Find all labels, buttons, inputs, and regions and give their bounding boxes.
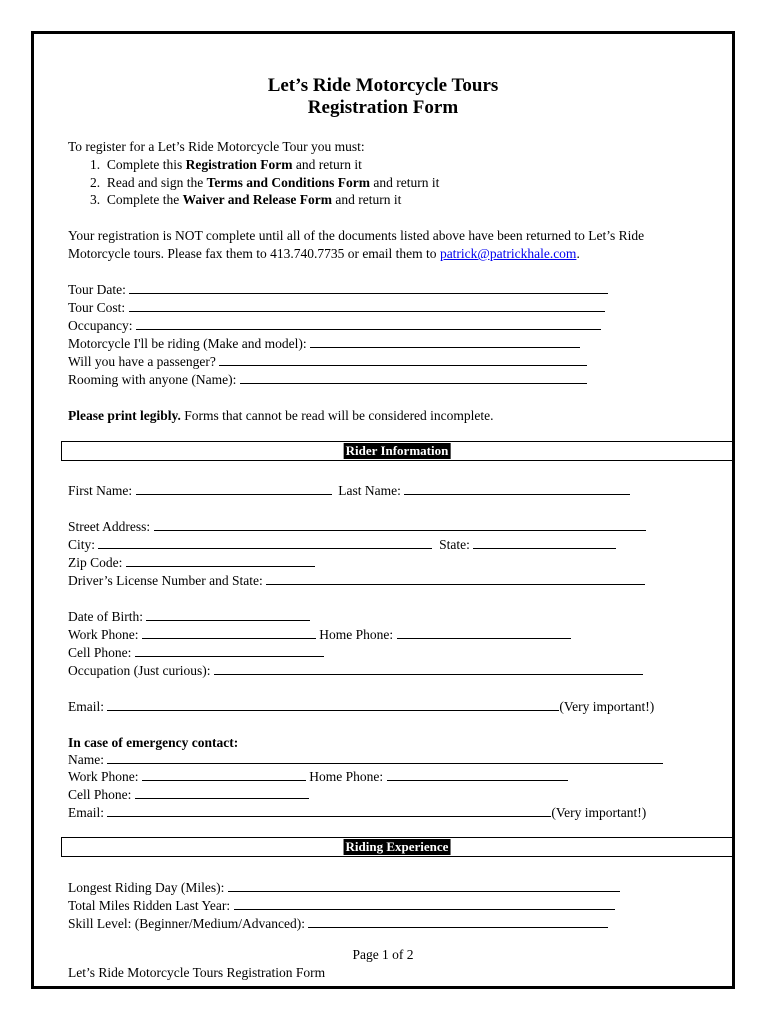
total-miles-line[interactable] <box>234 897 615 910</box>
city-state-field[interactable]: City: State: <box>68 536 616 554</box>
zip-line[interactable] <box>126 554 315 567</box>
license-line[interactable] <box>266 572 645 585</box>
skill-level-field[interactable]: Skill Level: (Beginner/Medium/Advanced): <box>68 915 608 933</box>
city-line[interactable] <box>98 536 432 549</box>
rider-information-header <box>61 441 733 461</box>
email-link[interactable]: patrick@patrickhale.com <box>439 246 577 261</box>
emergency-home-phone-line[interactable] <box>387 768 568 781</box>
form-page <box>31 31 735 989</box>
phones-field[interactable]: Work Phone: Home Phone: <box>68 626 571 644</box>
dob-line[interactable] <box>146 608 310 621</box>
footer-title: Let’s Ride Motorcycle Tours Registration Form <box>68 965 326 980</box>
emergency-work-phone-line[interactable] <box>142 768 306 781</box>
form-title-line1: Let’s Ride Motorcycle Tours <box>267 75 499 96</box>
occupancy-line[interactable] <box>136 317 601 330</box>
longest-day-field[interactable]: Longest Riding Day (Miles): <box>68 879 620 897</box>
emergency-cell-field[interactable]: Cell Phone: <box>68 786 309 804</box>
rooming-field[interactable]: Rooming with anyone (Name): <box>68 371 587 389</box>
street-field[interactable]: Street Address: <box>68 518 646 536</box>
step-item: 1. Complete this Registration Form and return it <box>90 157 362 172</box>
home-phone-line[interactable] <box>397 626 571 639</box>
step-item: 3. Complete the Waiver and Release Form and return it <box>90 192 402 207</box>
tour-cost-field[interactable]: Tour Cost: <box>68 299 605 317</box>
longest-day-line[interactable] <box>228 879 620 892</box>
riding-experience-label: Riding Experience <box>345 839 449 854</box>
occupation-field[interactable]: Occupation (Just curious): <box>68 662 643 680</box>
notice-line2: Motorcycle tours. Please fax them to 413.740.7735 or email them to patrick@patrickhale.com. <box>68 246 580 261</box>
tour-date-line[interactable] <box>129 281 608 294</box>
tour-cost-line[interactable] <box>129 299 605 312</box>
tour-date-field[interactable]: Tour Date: <box>68 281 608 299</box>
work-phone-line[interactable] <box>142 626 316 639</box>
emergency-email-line[interactable] <box>107 804 551 817</box>
rooming-line[interactable] <box>240 371 587 384</box>
motorcycle-field[interactable]: Motorcycle I'll be riding (Make and model): <box>68 335 580 353</box>
passenger-line[interactable] <box>219 353 587 366</box>
emergency-cell-line[interactable] <box>135 786 309 799</box>
occupancy-field[interactable]: Occupancy: <box>68 317 601 335</box>
email-line[interactable] <box>107 698 559 711</box>
page-number: Page 1 of 2 <box>352 947 414 962</box>
step-item: 2. Read and sign the Terms and Conditions Form and return it <box>90 175 440 190</box>
riding-experience-header <box>61 837 733 857</box>
total-miles-field[interactable]: Total Miles Ridden Last Year: <box>68 897 615 915</box>
email-field[interactable]: Email: (Very important!) <box>68 699 655 714</box>
first-name-line[interactable] <box>136 482 332 495</box>
zip-field[interactable]: Zip Code: <box>68 554 315 572</box>
license-field[interactable]: Driver’s License Number and State: <box>68 572 645 590</box>
cell-phone-line[interactable] <box>135 644 324 657</box>
emergency-name-line[interactable] <box>107 751 663 764</box>
rider-information-label: Rider Information <box>345 443 449 458</box>
notice-line1: Your registration is NOT complete until all of the documents listed above have been returned to Let’s Ride <box>68 228 645 243</box>
last-name-line[interactable] <box>404 482 630 495</box>
skill-level-line[interactable] <box>308 915 608 928</box>
dob-field[interactable]: Date of Birth: <box>68 608 310 626</box>
motorcycle-line[interactable] <box>310 335 580 348</box>
emergency-heading: In case of emergency contact: <box>68 735 239 750</box>
emergency-email-field[interactable]: Email: (Very important!) <box>68 805 647 820</box>
state-line[interactable] <box>473 536 616 549</box>
form-title-line2: Registration Form <box>307 97 459 118</box>
passenger-field[interactable]: Will you have a passenger? <box>68 353 587 371</box>
emergency-name-field[interactable]: Name: <box>68 751 663 769</box>
first-name-field[interactable]: First Name: Last Name: <box>68 482 630 500</box>
legibility-note: Please print legibly. Forms that cannot be read will be considered incomplete. <box>68 408 494 423</box>
cell-phone-field[interactable]: Cell Phone: <box>68 644 324 662</box>
emergency-phones-field[interactable]: Work Phone: Home Phone: <box>68 768 568 786</box>
intro-text: To register for a Let’s Ride Motorcycle Tour you must: <box>68 139 365 154</box>
street-line[interactable] <box>154 518 646 531</box>
occupation-line[interactable] <box>214 662 643 675</box>
